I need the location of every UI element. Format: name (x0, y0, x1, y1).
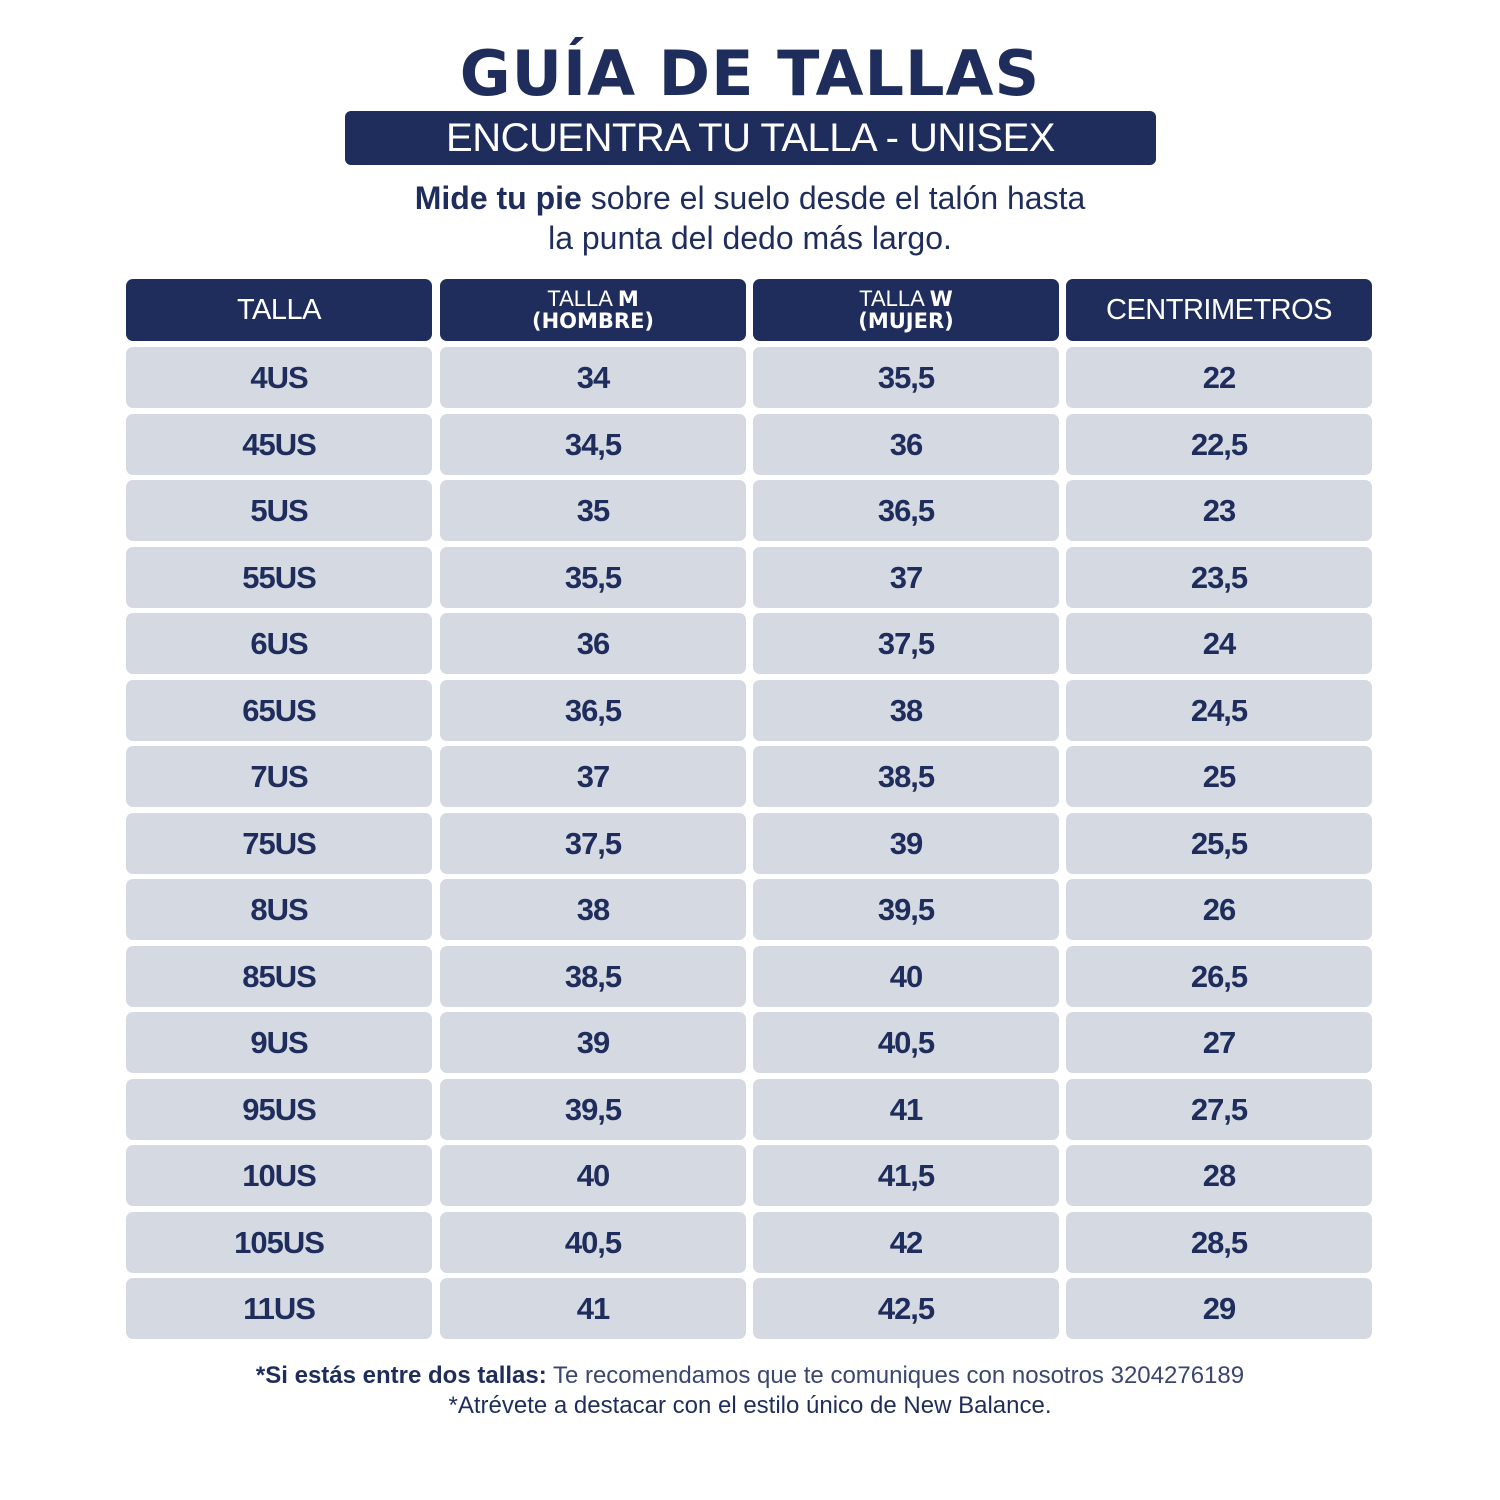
cell-talla-mujer: 40,5 (753, 1012, 1059, 1073)
header-label-line2: (MUJER) (858, 309, 954, 333)
cell-talla-us: 5US (126, 480, 432, 541)
cell-talla-us: 75US (126, 813, 432, 874)
cell-talla-hombre: 39 (440, 1012, 746, 1073)
measure-instructions (0, 178, 1500, 258)
cell-talla-hombre: 37,5 (440, 813, 746, 874)
cell-talla-mujer: 41,5 (753, 1145, 1059, 1206)
subtitle-banner: ENCUENTRA TU TALLA - UNISEX (345, 111, 1156, 165)
cell-talla-mujer: 42,5 (753, 1278, 1059, 1339)
cell-talla-hombre: 39,5 (440, 1079, 746, 1140)
cell-talla-mujer: 39 (753, 813, 1059, 874)
cell-talla-hombre: 34 (440, 347, 746, 408)
cell-talla-us: 7US (126, 746, 432, 807)
cell-centimetros: 28,5 (1066, 1212, 1372, 1273)
cell-talla-us: 55US (126, 547, 432, 608)
cell-talla-mujer: 38 (753, 680, 1059, 741)
cell-talla-us: 8US (126, 879, 432, 940)
cell-centimetros: 26 (1066, 879, 1372, 940)
cell-centimetros: 22 (1066, 347, 1372, 408)
cell-talla-us: 65US (126, 680, 432, 741)
header-label: CENTRIMETROS (1106, 293, 1332, 326)
cell-talla-us: 10US (126, 1145, 432, 1206)
cell-talla-hombre: 35 (440, 480, 746, 541)
footer-note-2: *Atrévete a destacar con el estilo único de New Balance. (448, 1392, 1052, 1419)
instructions-line2: la punta del dedo más largo. (548, 220, 952, 256)
cell-centimetros: 23 (1066, 480, 1372, 541)
instructions-bold: Mide tu pie (414, 180, 582, 216)
cell-talla-mujer: 40 (753, 946, 1059, 1007)
header-label: TALLA (236, 293, 321, 326)
cell-talla-us: 85US (126, 946, 432, 1007)
cell-talla-mujer: 41 (753, 1079, 1059, 1140)
cell-talla-mujer: 35,5 (753, 347, 1059, 408)
cell-centimetros: 22,5 (1066, 414, 1372, 475)
cell-talla-hombre: 38 (440, 879, 746, 940)
instructions-line1: sobre el suelo desde el talón hasta (581, 180, 1086, 216)
page-title: GUÍA DE TALLAS (459, 37, 1041, 110)
cell-centimetros: 27,5 (1066, 1079, 1372, 1140)
cell-talla-us: 11US (126, 1278, 432, 1339)
cell-centimetros: 29 (1066, 1278, 1372, 1339)
cell-centimetros: 25,5 (1066, 813, 1372, 874)
cell-talla-hombre: 35,5 (440, 547, 746, 608)
cell-talla-hombre: 37 (440, 746, 746, 807)
header-label-bold: M (617, 287, 639, 311)
header-label: TALLA (859, 286, 930, 311)
cell-talla-mujer: 38,5 (753, 746, 1059, 807)
cell-talla-us: 105US (126, 1212, 432, 1273)
cell-talla-hombre: 34,5 (440, 414, 746, 475)
cell-talla-us: 45US (126, 414, 432, 475)
cell-centimetros: 26,5 (1066, 946, 1372, 1007)
cell-centimetros: 24,5 (1066, 680, 1372, 741)
cell-talla-us: 9US (126, 1012, 432, 1073)
header-label: TALLA (547, 286, 618, 311)
cell-talla-mujer: 36,5 (753, 480, 1059, 541)
cell-centimetros: 25 (1066, 746, 1372, 807)
cell-talla-mujer: 42 (753, 1212, 1059, 1273)
cell-centimetros: 24 (1066, 613, 1372, 674)
cell-talla-hombre: 36,5 (440, 680, 746, 741)
footer-note-1 (0, 1361, 1500, 1391)
header-label-line2: (HOMBRE) (531, 309, 655, 333)
footer-rest: Te recomendamos que te comuniques con nosotros 3204276189 (546, 1362, 1245, 1389)
cell-centimetros: 27 (1066, 1012, 1372, 1073)
header-talla-w (753, 279, 1059, 341)
cell-talla-us: 95US (126, 1079, 432, 1140)
cell-talla-mujer: 37,5 (753, 613, 1059, 674)
cell-talla-hombre: 40,5 (440, 1212, 746, 1273)
cell-centimetros: 23,5 (1066, 547, 1372, 608)
cell-talla-us: 6US (126, 613, 432, 674)
header-label-bold: W (929, 287, 953, 311)
footer-bold: *Si estás entre dos tallas: (255, 1362, 547, 1389)
header-talla-m (440, 279, 746, 341)
cell-centimetros: 28 (1066, 1145, 1372, 1206)
cell-talla-hombre: 38,5 (440, 946, 746, 1007)
cell-talla-hombre: 41 (440, 1278, 746, 1339)
cell-talla-hombre: 40 (440, 1145, 746, 1206)
cell-talla-mujer: 37 (753, 547, 1059, 608)
cell-talla-us: 4US (126, 347, 432, 408)
cell-talla-mujer: 36 (753, 414, 1059, 475)
cell-talla-mujer: 39,5 (753, 879, 1059, 940)
header-centimetros (1066, 279, 1372, 341)
header-talla (126, 279, 432, 341)
cell-talla-hombre: 36 (440, 613, 746, 674)
